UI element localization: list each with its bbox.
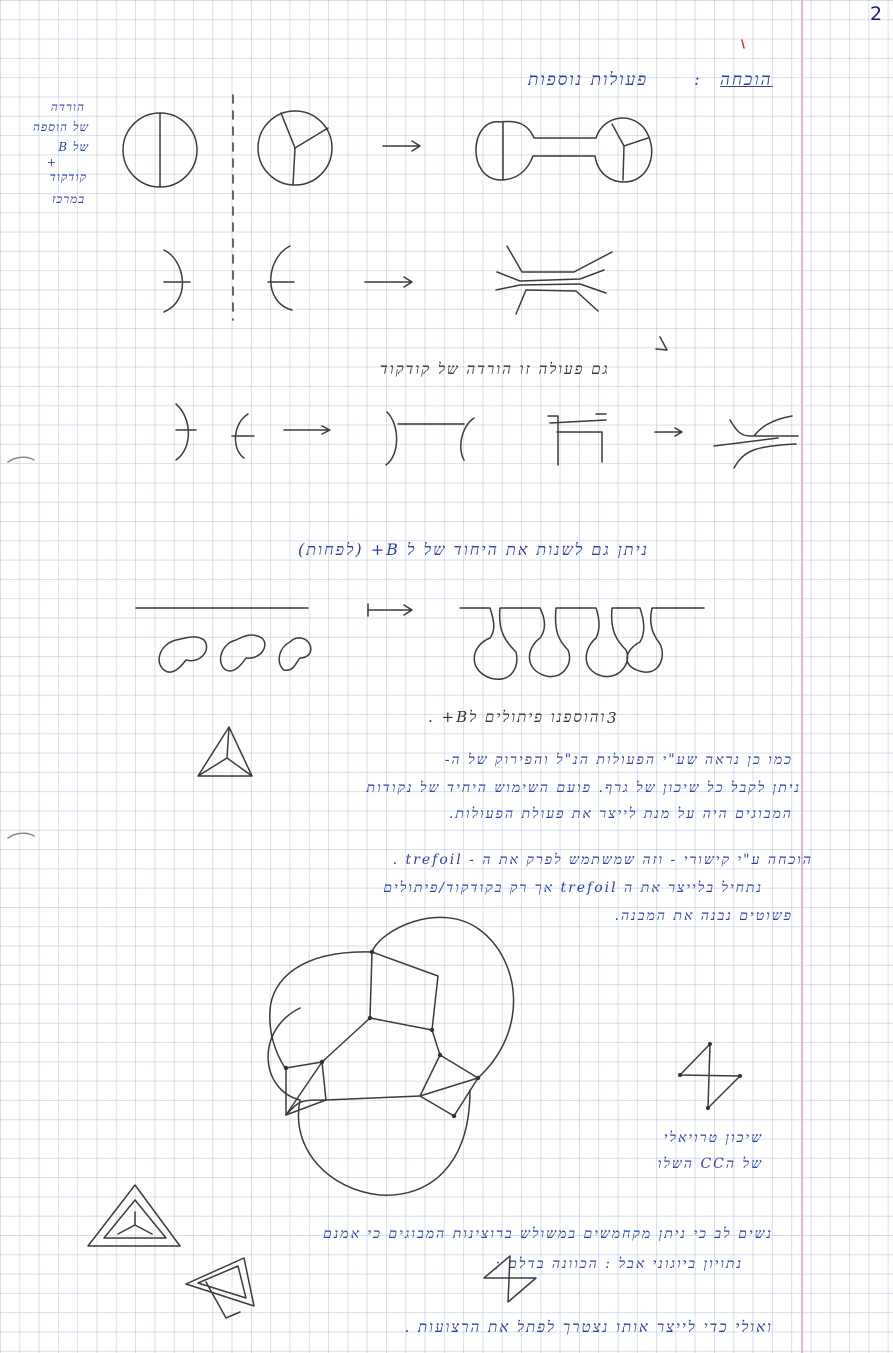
- para-2-line: הוכחה ע"י קישורי - וזה שמשתמש לפרק את ה - trefoil .: [392, 852, 813, 868]
- para-2-line: פשוטים נבנה את המבנה.: [614, 908, 793, 924]
- crossing-sketch: [496, 246, 612, 314]
- stray-mark: [8, 833, 34, 838]
- page-number: 2: [870, 3, 883, 25]
- knot-diagram: [268, 917, 513, 1195]
- margin-note-line: של B: [58, 140, 89, 154]
- small-arrow-icon: [656, 337, 667, 350]
- circle-divided-two: [123, 113, 197, 187]
- arc-sketch: [386, 412, 474, 465]
- para-1-line: ניתן לקבל כל שיכון של גרף. פועם השימוש היחיד של נקודות: [366, 780, 801, 796]
- heading-colon: :: [694, 70, 702, 90]
- arrow-icon: [655, 428, 682, 436]
- para-4: ואולי כדי לייצר אותו נצטרך לפתל את הרצועות .: [404, 1318, 773, 1336]
- margin-note-line: של הוספה: [32, 120, 89, 134]
- three-label: 3: [607, 709, 619, 727]
- margin-note-line: +: [46, 156, 58, 169]
- dumbbell-sketch: [476, 118, 652, 182]
- para-3-line: נשים לב כי ניתן מקחמשים במשולש ברוצינות המבוגים כי אמנם: [322, 1226, 773, 1242]
- loop-sketch: [460, 608, 704, 679]
- circle-divided-three: [258, 111, 332, 185]
- arrow-icon: [284, 426, 330, 434]
- ribbon-triangle-sketch: [88, 1185, 180, 1246]
- para-2-line: נתחיל בלייצר את ה trefoil אך רק בקודקוד/פיתולים: [383, 880, 763, 896]
- para-1-line: כמו כן נראה שע"י הפעולות הנ"ל והפירוק של ה-: [444, 752, 793, 768]
- caption-line: של הCC השלו: [657, 1156, 763, 1172]
- para-3-line: נתויון ביוגוני אבל : הכוונה בדלם ;: [495, 1256, 743, 1272]
- margin-note-line: קודקוד: [49, 170, 87, 184]
- tetrahedron-sketch: [198, 727, 252, 776]
- heading-text: פעולות נוספות: [528, 70, 649, 90]
- stray-mark: [742, 40, 744, 48]
- crossing-sketch: [714, 416, 798, 468]
- margin-note-line: במרכז: [51, 192, 85, 206]
- arc-sketch: [176, 404, 196, 460]
- b3-note: ניתן גם לשנות את היחוד של ל B+ (לפחות): [298, 540, 649, 559]
- para-1-line: המבוגים היה על מנת לייצר את פעולת הפעולות.: [448, 806, 793, 822]
- arc-sketch: [232, 414, 254, 458]
- arrow-note: גם פעולה זו הורדה של קודקוד: [380, 360, 610, 378]
- crossing-sketch: [548, 414, 606, 465]
- margin-note-line: הורדה: [50, 100, 85, 114]
- tetrahedron-graph-sketch: [484, 1256, 536, 1302]
- caption-line: שיכון טרויאלי: [663, 1130, 763, 1146]
- arrow-icon: [365, 277, 412, 287]
- ribbon-tetrahedron-sketch: [186, 1258, 254, 1318]
- arc-sketch: [268, 246, 294, 310]
- arrow-icon: [368, 604, 412, 616]
- tetrahedron-graph-sketch: [678, 1042, 742, 1110]
- loop-sketch: [159, 635, 311, 672]
- stray-mark: [8, 457, 34, 462]
- arc-sketch: [164, 250, 190, 312]
- arrow-icon: [383, 141, 420, 151]
- three-text: והוספנו פיתולים לB+ .: [428, 708, 607, 726]
- heading-label: הוכחה: [720, 70, 773, 90]
